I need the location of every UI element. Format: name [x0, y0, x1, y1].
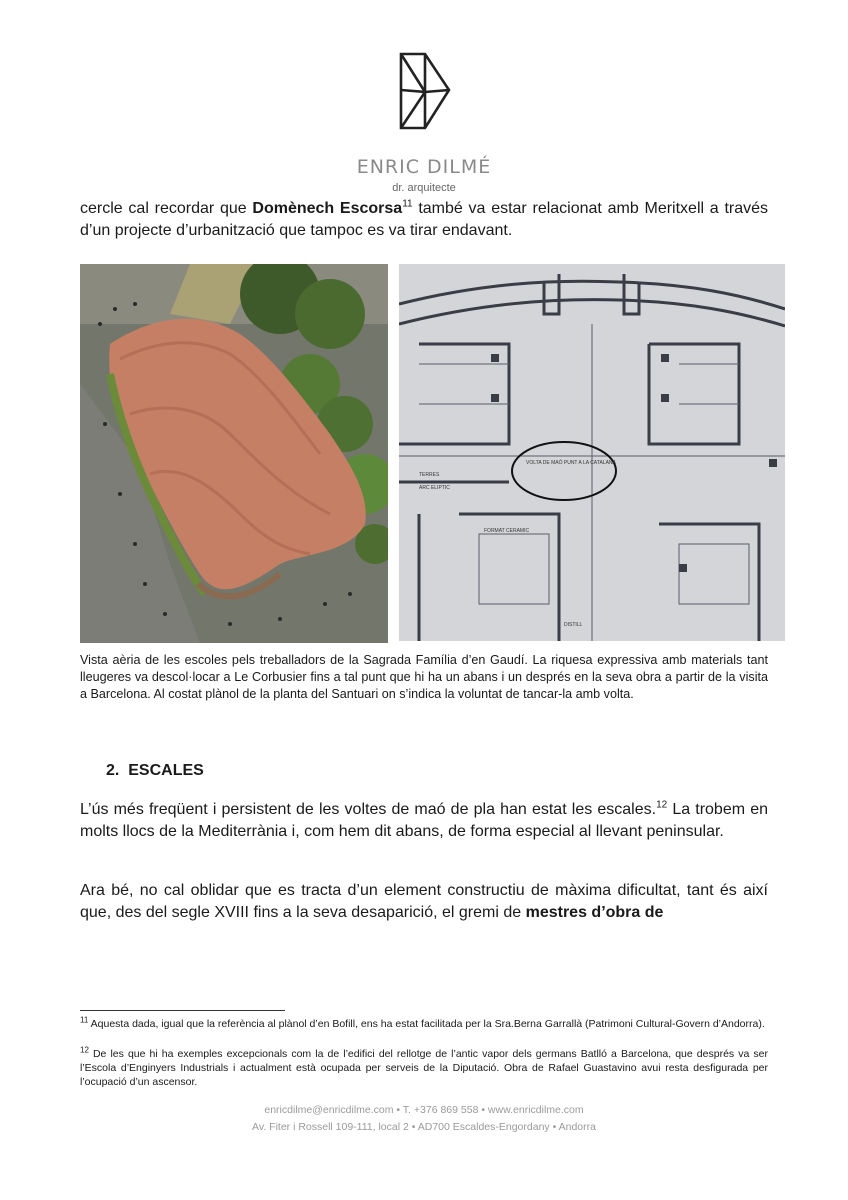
footnote-11: $^{11}$ Aquesta dada, igual que la referència al plànol d’en Bofill, ens ha estat facilitada per la Sra.Berna Garrallà (Patrimoni Cultural-Govern d’Andorra).	[80, 1015, 765, 1030]
plan-note: VOLTA DE MAÓ PUNT A LA CATALANA	[526, 460, 616, 466]
paragraph-escales-2: Ara bé, no cal oblidar que es tracta d’un element constructiu de màxima dificultat, tant és així que, des del segle XVIII fins a la seva desaparició, el gremi de mestres d’obra de	[80, 882, 768, 921]
footer-contact[interactable]: enricdilme@enricdilme.com • T. +376 869 558 • www.enricdilme.com	[264, 1104, 584, 1116]
footnote-divider	[80, 1010, 285, 1011]
aerial-photo-sagrada-familia-schools	[80, 264, 388, 643]
enric-dilme-logo	[395, 50, 455, 134]
plan-label-terres: TERRES	[419, 472, 440, 478]
floor-plan-santuari	[399, 264, 785, 641]
brand-subtitle: dr. arquitecte	[392, 182, 456, 194]
section-title: ESCALES	[128, 762, 204, 779]
footer-address: Av. Fiter i Rossell 109-111, local 2 • AD700 Escaldes-Engordany • Andorra	[252, 1121, 596, 1133]
footnote-12: $^{12}$ De les que hi ha exemples excepcionals com la de l’edifici del rellotge de l’antic vapor dels germans Batlló a Barcelona, que després va ser l’Escola d’Enginyers Industrials i actualment està ocupada per serveis de la Diputació. Obra de Rafael Guastavino avui resta desfigurada per l’ocupació d’un ascensor.	[80, 1045, 768, 1088]
brand-name: ENRIC DILMÉ	[356, 156, 492, 178]
section-heading	[106, 762, 204, 780]
para2-bold: mestres d’obra de	[525, 904, 664, 921]
figure-caption: Vista aèria de les escoles pels treballadors de la Sagrada Família d’en Gaudí. La riquesa expressiva amb materials tant lleugeres va descol·locar a Le Corbusier fins a tal punt que hi ha un abans i un després en la seva obra a partir de la visita a Barcelona. Al costat plànol de la planta del Santuari on s’indica la voluntat de tancar-la amb volta.	[80, 653, 768, 701]
intro-bold: Domènech Escorsa	[252, 200, 403, 217]
paragraph-escales-1: L’ús més freqüent i persistent de les voltes de maó de pla han estat les escales.$^{12}$ La trobem en molts llocs de la Mediterrània i, com hem dit abans, de forma especial al llevant peninsular.	[80, 799, 768, 840]
plan-label-distill: DISTILL	[564, 622, 583, 628]
footnote-ref-12[interactable]: 12	[656, 799, 668, 811]
plan-label-format: FORMAT CERAMIC	[484, 528, 530, 534]
intro-paragraph: cercle cal recordar que Domènech Escorsa$^{11}$ també va estar relacionat amb Meritxell a través d’un projecte d’urbanització que tampoc es va tirar endavant.	[80, 198, 769, 239]
plan-label-arc: ARC ELIPTIC	[419, 485, 450, 491]
footnote-ref-11[interactable]: 11	[402, 198, 413, 210]
section-number: 2.	[106, 762, 120, 779]
